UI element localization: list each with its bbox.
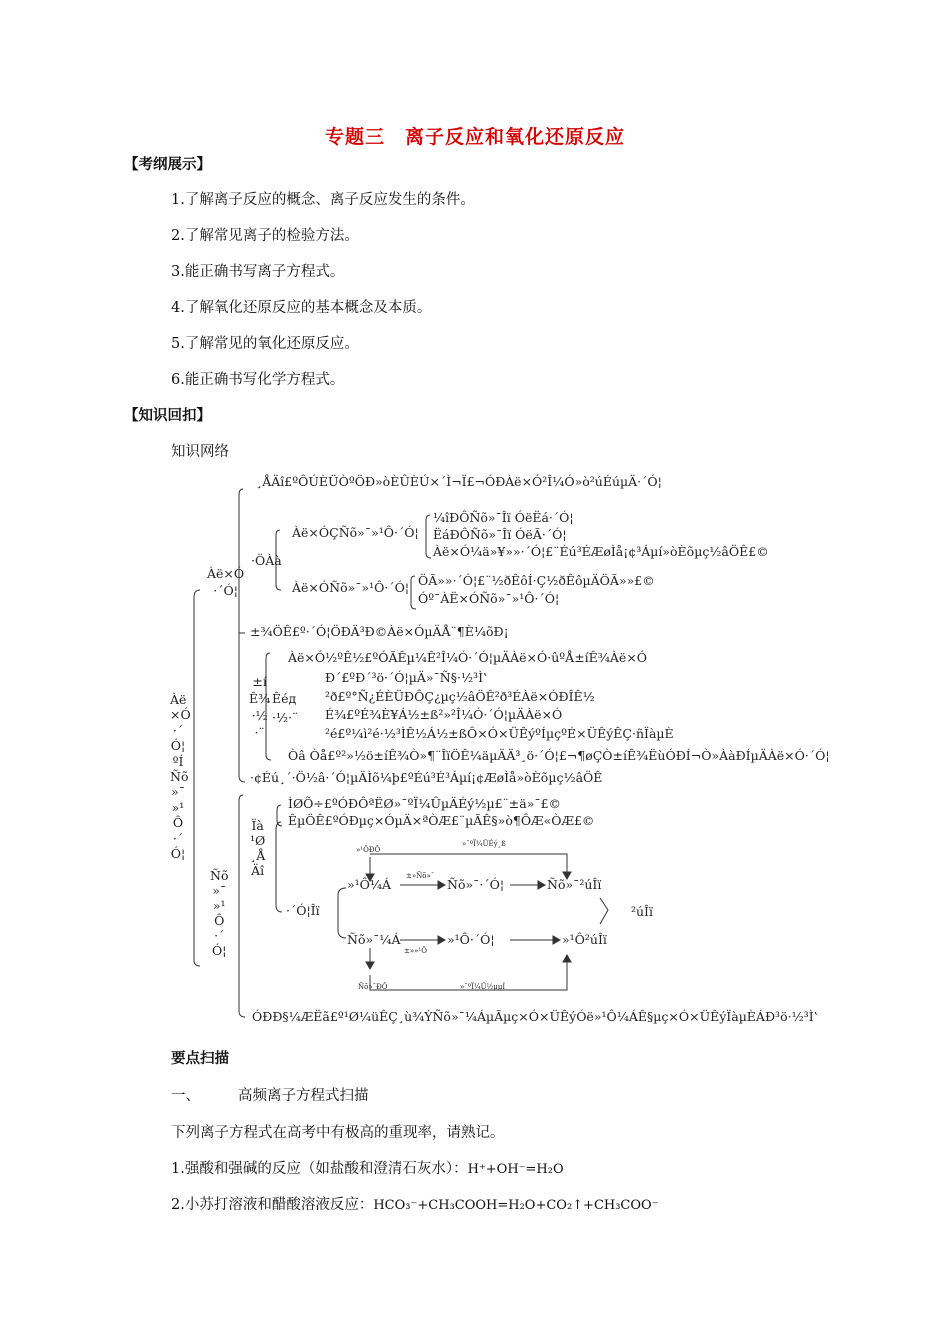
zhishi-subheader: 知识网络 [171, 444, 229, 460]
redox-branch-label: Ñõ »¯ »¹ Ô ·´ Ó¦ [210, 868, 229, 958]
kaogang-item-5: 5.了解常见的氧化还原反应。 [171, 336, 359, 352]
oxidant: Ñõ»¯¼Á [347, 932, 401, 947]
equation-item-2: 2.小苏打溶液和醋酸溶液反应：HCO₃⁻+CH₃COOH=H₂O+CO₂↑+CH₃COO⁻ [171, 1197, 659, 1213]
note-reduced: ±»»¹Ô [404, 947, 427, 955]
ion-fenlei: ·ÖÀà [251, 553, 282, 568]
biaoshi-label: ±í Ê¾ ·½ ·¨ [249, 674, 271, 740]
ion-essence: ±¾ÖÊ£º·´Ó¦ÖÐÄ³Ð©Àë×ÓµÄÅ¨¶È¼õÐ¡ [250, 624, 509, 639]
eq-line-5: ²é£º¼ì²é·½³ÌÊ½Á½±ßÔ×Ó×ÜÊýºÍµçºÉ×ÜÊýÊÇ·ñÏàµÈ [325, 726, 674, 741]
yaodian-intro: 下列离子方程式在高考中有极高的重现率，请熟记。 [171, 1125, 505, 1141]
redox-calculation: ÓÐÐ§¼ÆËã£º¹Ø¼üÊÇ¸ù¾ÝÑõ»¯¼ÁµÃµç×Ó×ÜÊýÓë»¹Ô¼ÁÊ§µç×Ó×ÜÊýÏàµÈÁÐ³ö·½³Ìʽ [252, 1009, 818, 1024]
nonredox-item-3: Àë×Ó¼ä»¥»»·´Ó¦£¨Éú³ÉÆøÌå¡¢³Áµí»òÈõµç½âÖÊ£© [433, 544, 769, 559]
guanxi-label: ·´Ó¦Îï [286, 903, 320, 918]
reduction-reaction: »¹Ô·´Ó¦ [447, 932, 495, 947]
redox-item-2: Óº¯ÀË×ÓÑõ»¯»¹Ô·´Ó¦ [418, 591, 560, 606]
redox-item-1: ÖÃ»»·´Ó¦£¨½ðÊôÍ·Ç½ðÊôµÄÖÃ»»£© [418, 573, 655, 588]
note-valence-up: »¯ºÏ¼ÛÉý¸ß [462, 840, 506, 848]
eq-meaning: Òâ Òå£º²»½ö±íÊ¾Ò»¶¨ÎïÖÊ¼äµÄÄ³¸ö·´Ó¦£¬¶øÇÒ±íÊ¾ËùÓÐÍ¬Ò»ÀàÐÍµÄÀë×Ó·´Ó¦ [288, 748, 830, 763]
zhishi-header: 【知识回扣】 [124, 408, 211, 424]
xiangguan-label: Ïà ¹Ø ¸Å Äî [250, 818, 266, 878]
note-oxidized: ±»Ñõ»¯ [406, 872, 435, 880]
eq-line-2: Ð´£ºÐ´³ö·´Ó¦µÄ»¯Ñ§·½³Ìʽ [325, 670, 487, 685]
yaodian-num: 一、 [171, 1088, 200, 1104]
yaodian-subtitle: 高频离子方程式扫描 [238, 1088, 369, 1104]
eq-line-3: ²ð£º°Ñ¿ÉÈÜÐÔÇ¿µç½âÖÊ²ð³ÉÀë×ÓÐÎÊ½ [325, 689, 595, 704]
yaodian-header: 要点扫描 [171, 1051, 229, 1067]
oxidation-reaction: Ñõ»¯·´Ó¦ [447, 877, 505, 892]
kaogang-item-2: 2.了解常见离子的检验方法。 [171, 228, 359, 244]
shuxie-label: Êéд ·½·¨ [272, 691, 299, 725]
kaogang-item-3: 3.能正确书写离子方程式。 [171, 264, 345, 280]
note-valence-down: »¯ºÏ¼Û½µµÍ [460, 983, 506, 991]
reduction-product: »¹Ô²úÎï [562, 932, 607, 947]
redox-essence: ÊµÖÊ£ºÓÐµç×ÓµÄ×ªÒÆ£¨µÃÊ§»ò¶ÔÆ«ÒÆ£© [288, 813, 595, 828]
redox-feature: ÌØÕ÷£ºÓÐÔªËØ»¯ºÏ¼ÛµÄÉý½µ£¨±ä»¯£© [288, 796, 562, 811]
oxidation-product: Ñõ»¯²úÎï [547, 877, 602, 892]
kaogang-item-6: 6.能正确书写化学方程式。 [171, 372, 345, 388]
page-title: 专题三 离子反应和氧化还原反应 [324, 126, 625, 148]
equation-item-1: 1.强酸和强碱的反应（如盐酸和澄清石灰水）：H⁺+OH⁻=H₂O [171, 1161, 564, 1177]
ion-redox: Àë×ÓÑõ»¯»¹Ô·´Ó¦ [292, 580, 410, 595]
reductant: »¹Ô¼Á [347, 877, 392, 892]
kaogang-item-4: 4.了解氧化还原反应的基本概念及本质。 [171, 300, 432, 316]
ion-branch-label: Àë×Ó ·´Ó¦ [207, 566, 245, 598]
nonredox-item-1: ¼îÐÔÑõ»¯Îï ÓëËá·´Ó¦ [433, 510, 574, 525]
eq-line-1: Àë×Ó½ºÊ½£ºÓÃÊµ¼Ê²Î¼Ó·´Ó¦µÄÀë×Ó·ûºÅ±íÊ¾Àë×Ó [288, 650, 648, 665]
ion-concept: ¸ÅÄî£ºÔÚÈÜÒºÖÐ»òÈÛÈÚ×´Ì¬Ï£¬ÓÐÀë×Ó²Î¼Ó»ò²úÉúµÄ·´Ó¦ [256, 474, 662, 489]
ion-condition: ·¢Éú¸´·Ö½â·´Ó¦µÄÌõ¼þ£ºÉú³É³Áµí¡¢ÆøÌå»òÈõµç½âÖÊ [250, 770, 603, 785]
kaogang-item-1: 1.了解离子反应的概念、离子反应发生的条件。 [171, 192, 475, 208]
nonredox-item-2: ËáÐÔÑõ»¯Îï ÓëÃ·´Ó¦ [433, 527, 567, 542]
network-root: Àë ×Ó ·´ Ó¦ ºÍ Ñõ »¯ »¹ Ô ·´ Ó¦ [170, 692, 191, 862]
eq-line-4: É¾£ºÉ¾È¥Á½±ß²»²Î¼Ó·´Ó¦µÄÀë×Ó [325, 707, 563, 722]
note-oxidizability: Ñõ»¯ÐÔ [358, 983, 388, 991]
note-reducibility: »¹ÔÐÔ [356, 846, 381, 854]
ion-nonredox: Àë×ÓÇÑõ»¯»¹Ô·´Ó¦ [292, 525, 419, 540]
products: ²úÎï [631, 904, 653, 919]
kaogang-header: 【考纲展示】 [124, 157, 211, 173]
